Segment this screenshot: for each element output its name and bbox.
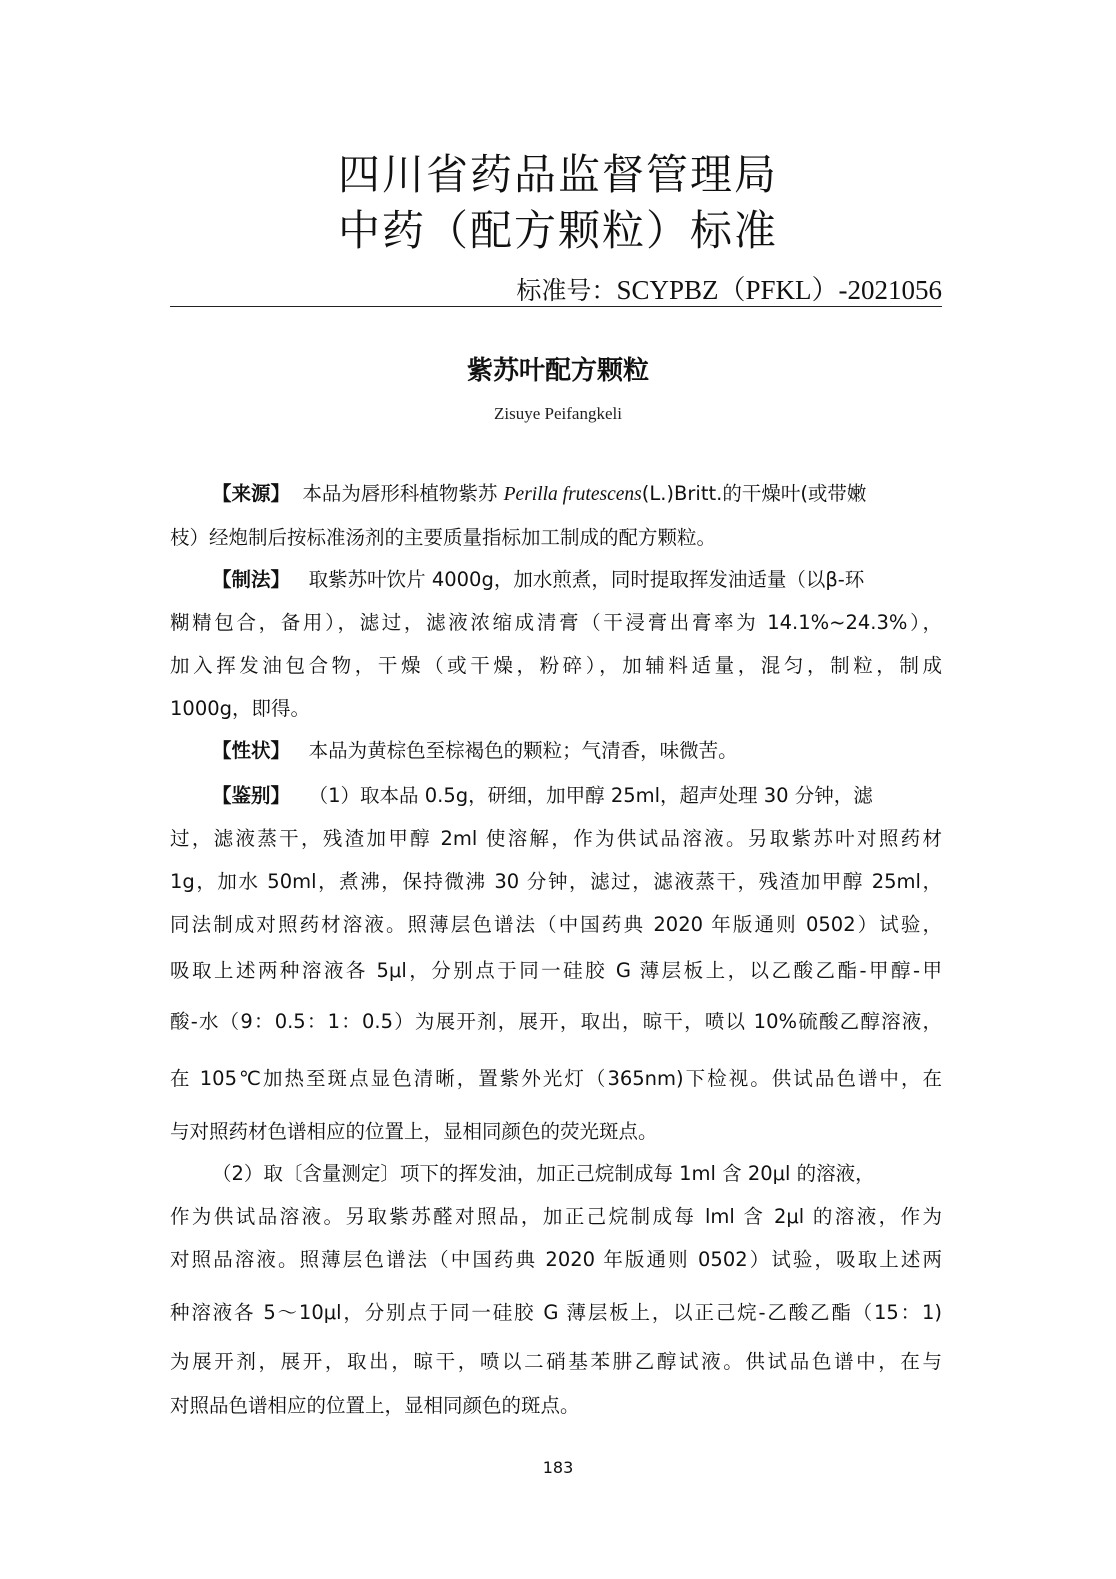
character-label: 【性状】 bbox=[212, 739, 291, 762]
identification-p2-line-1: （2）取〔含量测定〕项下的挥发油，加正己烷制成每 1ml 含 20μl 的溶液， bbox=[212, 1162, 875, 1185]
identification-p2-line-2: 作为供试品溶液。另取紫苏醛对照品，加正己烷制成每 lml 含 2μl 的溶液，作为 bbox=[170, 1205, 942, 1228]
method-line-4: 1000g，即得。 bbox=[170, 697, 311, 720]
source-line-1 bbox=[212, 482, 942, 506]
source-line-2: 枝）经炮制后按标准汤剂的主要质量指标加工制成的配方颗粒。 bbox=[170, 526, 717, 549]
source-latin-name: Perilla frutescens bbox=[503, 484, 642, 505]
identification-line-5: 吸取上述两种溶液各 5μl，分别点于同一硅胶 G 薄层板上，以乙酸乙酯-甲醇-甲 bbox=[170, 959, 942, 982]
identification-line-6: 酸-水（9：0.5：1：0.5）为展开剂，展开，取出，晾干，喷以 10%硫酸乙醇溶液， bbox=[170, 1010, 942, 1033]
issuer-title: 四川省药品监督管理局 bbox=[337, 150, 778, 199]
page-number: 183 bbox=[542, 1458, 574, 1477]
identification-p2-line-6: 对照品色谱相应的位置上，显相同颜色的斑点。 bbox=[170, 1394, 580, 1417]
document-title: 紫苏叶配方颗粒 bbox=[466, 356, 649, 386]
identification-line-8: 与对照药材色谱相应的位置上，显相同颜色的荧光斑点。 bbox=[170, 1120, 658, 1143]
source-label: 【来源】 bbox=[212, 482, 291, 505]
standard-number: SCYPBZ（PFKL）-2021056 bbox=[616, 275, 942, 305]
source-text-b: (L.)Britt.的干燥叶(或带嫩 bbox=[641, 482, 867, 505]
identification-text: （1）取本品 0.5g，研细，加甲醇 25ml，超声处理 30 分钟，滤 bbox=[308, 784, 873, 807]
identification-p2-line-5: 为展开剂，展开，取出，晾干，喷以二硝基苯肼乙醇试液。供试品色谱中，在与 bbox=[170, 1350, 942, 1373]
identification-line-2: 过，滤液蒸干，残渣加甲醇 2ml 使溶解，作为供试品溶液。另取紫苏叶对照药材 bbox=[170, 827, 942, 850]
source-text-a: 本品为唇形科植物紫苏 bbox=[302, 482, 504, 505]
identification-line-4: 同法制成对照药材溶液。照薄层色谱法（中国药典 2020 年版通则 0502）试验， bbox=[170, 913, 942, 936]
standard-number-line bbox=[516, 268, 942, 307]
method-label: 【制法】 bbox=[212, 568, 291, 591]
identification-line-1 bbox=[212, 784, 942, 807]
method-line-2: 糊精包合，备用），滤过，滤液浓缩成清膏（干浸膏出膏率为 14.1%~24.3%）， bbox=[170, 611, 942, 634]
method-text: 取紫苏叶饮片 4000g，加水煎煮，同时提取挥发油适量（以β-环 bbox=[308, 568, 865, 591]
method-line-3: 加入挥发油包合物，干燥（或干燥，粉碎），加辅料适量，混匀，制粒，制成 bbox=[170, 654, 942, 677]
identification-line-3: 1g，加水 50ml，煮沸，保持微沸 30 分钟，滤过，滤液蒸干，残渣加甲醇 25ml， bbox=[170, 870, 942, 893]
header-divider bbox=[170, 306, 942, 307]
standard-category-title: 中药（配方颗粒）标准 bbox=[337, 206, 778, 255]
identification-p2-line-3: 对照品溶液。照薄层色谱法（中国药典 2020 年版通则 0502）试验，吸取上述两 bbox=[170, 1248, 942, 1271]
character-text: 本品为黄棕色至棕褐色的颗粒；气清香，味微苦。 bbox=[308, 739, 738, 762]
standard-number-label: 标准号： bbox=[516, 276, 617, 305]
identification-p2-line-4: 种溶液各 5～10μl，分别点于同一硅胶 G 薄层板上，以正己烷-乙酸乙酯（15：1) bbox=[170, 1301, 942, 1324]
character-line-1 bbox=[212, 739, 942, 762]
identification-line-7: 在 105℃加热至斑点显色清晰，置紫外光灯（365nm)下检视。供试品色谱中，在 bbox=[170, 1067, 942, 1090]
document-subtitle: Zisuye Peifangkeli bbox=[494, 404, 622, 423]
method-line-1 bbox=[212, 568, 942, 591]
identification-label: 【鉴别】 bbox=[212, 784, 291, 807]
